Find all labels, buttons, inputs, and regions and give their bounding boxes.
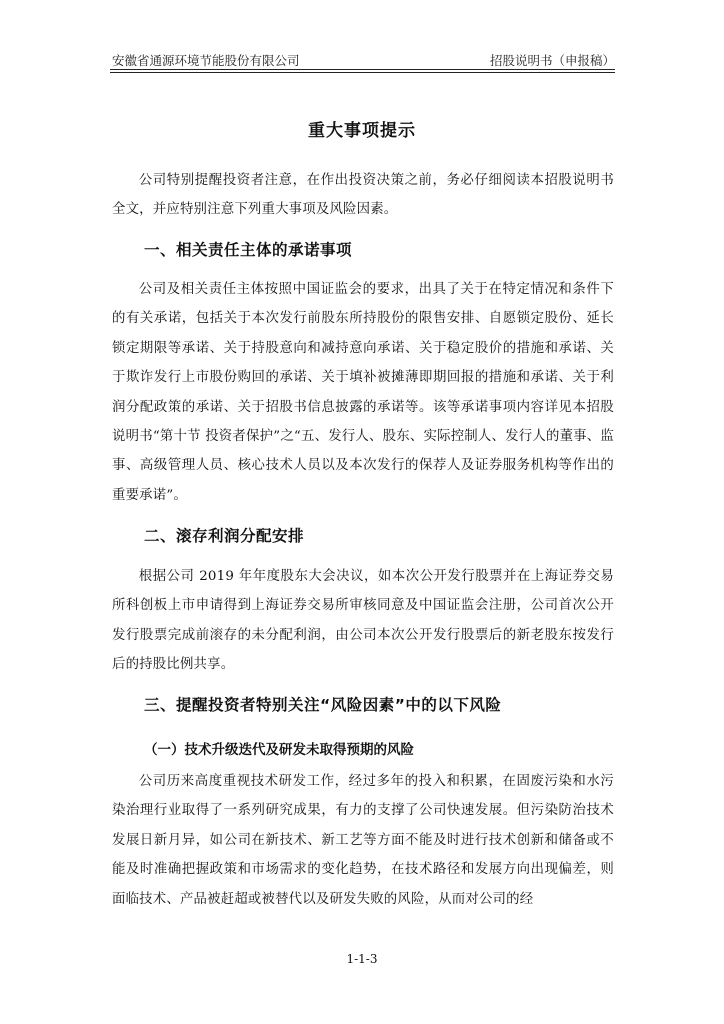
subsection-body-tech-risk: 公司历来高度重视技术研发工作，经过多年的投入和积累，在固废污染和水污染治理行业取得了一系列研究成果，有力的支撑了公司快速发展。但污染防治技术发展日新月异，如公司在新技术、新工艺等方面不能及时进行技术创新和储备或不能及时准确把握政策和市场需求的变化趋势，在技术路径和发展方向出现偏差，则面临技术、产品被赶超或被替代以及研发失败的风险，从而对公司的经: [112, 774, 614, 907]
section-body-profit-distribution: 根据公司 2019 年年度股东大会决议，如本次公开发行股票并在上海证券交易所科创板上市申请得到上海证券交易所审核同意及中国证监会注册，公司首次公开发行股票完成前滚存的未分配利润，由公司本次公开发行股票后的新老股东按发行后的持股比例共享。: [112, 569, 614, 673]
page-header: [110, 51, 615, 71]
header-rule: [110, 69, 615, 70]
header-company-name: 安徽省通源环境节能股份有限公司: [112, 53, 300, 68]
header-rule-thin: [110, 72, 615, 73]
page-title: 重大事项提示: [308, 121, 416, 141]
intro-paragraph: 公司特别提醒投资者注意，在作出投资决策之前，务必仔细阅读本招股说明书全文，并应特别注意下列重大事项及风险因素。: [112, 173, 614, 218]
section-heading-risk-factors: 三、提醒投资者特别关注“风险因素”中的以下风险: [144, 696, 502, 714]
subsection-heading-tech-risk: （一）技术升级迭代及研发未取得预期的风险: [144, 742, 414, 758]
section-body-commitments: 公司及相关责任主体按照中国证监会的要求，出具了关于在特定情况和条件下的有关承诺，包括关于本次发行前股东所持股份的限售安排、自愿锁定股份、延长锁定期限等承诺、关于持股意向和减持意向承诺、关于稳定股价的措施和承诺、关于欺诈发行上市股份购回的承诺、关于填补被摊薄即期回报的措施和承诺、关于利润分配政策的承诺、关于招股书信息披露的承诺等。该等承诺事项内容详见本招股说明书“第十节 投资者保护”之“五、发行人、股东、实际控制人、发行人的董事、监事、高级管理人员、核心技术人员以及本次发行的保荐人及证券服务机构等作出的重要承诺”。: [112, 282, 614, 503]
header-document-name: 招股说明书（申报稿）: [489, 53, 615, 68]
section-heading-commitments: 一、相关责任主体的承诺事项: [144, 241, 353, 259]
section-heading-profit-distribution: 二、滚存利润分配安排: [144, 527, 305, 545]
page-number: 1-1-3: [346, 952, 378, 966]
